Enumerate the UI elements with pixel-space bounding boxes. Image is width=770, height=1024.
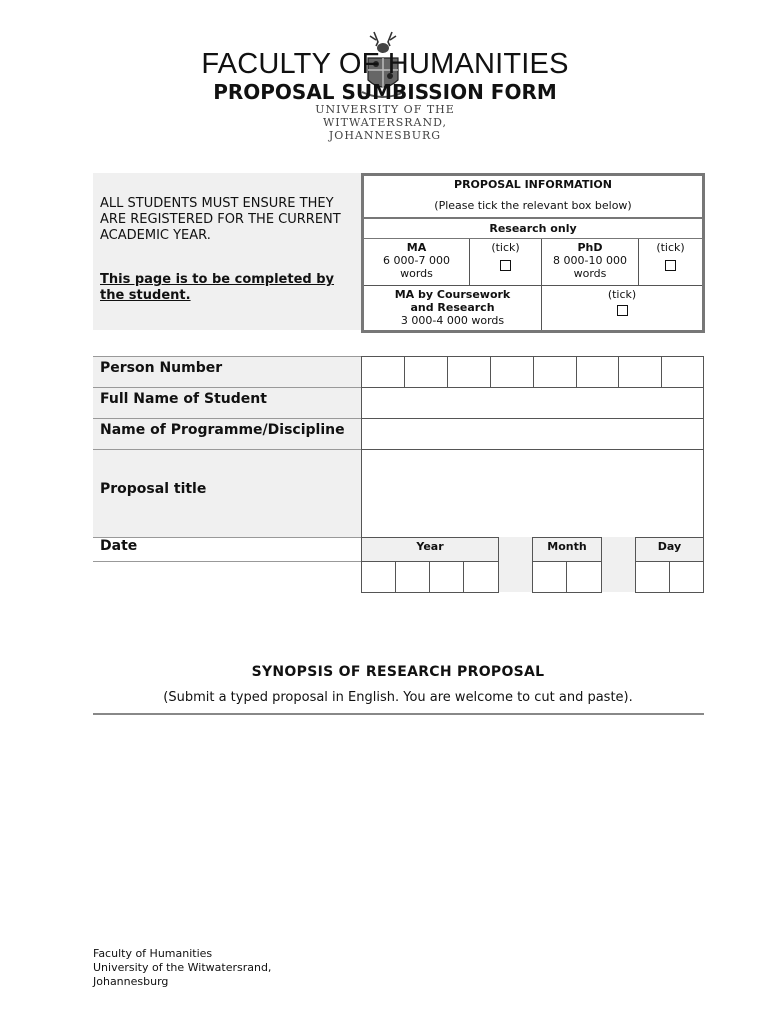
day-digit-box[interactable] — [635, 561, 670, 593]
coursework-tick-cell — [542, 286, 702, 330]
synopsis-instruction: (Submit a typed proposal in English. You are welcome to cut and paste). — [163, 690, 633, 705]
coursework-tick-label: (tick) — [607, 288, 637, 301]
person-number-digit[interactable] — [490, 356, 534, 388]
coursework-checkbox[interactable] — [617, 305, 628, 316]
phd-checkbox[interactable] — [665, 260, 676, 271]
coursework-option — [364, 286, 542, 330]
day-header: Day — [635, 537, 704, 562]
footer-faculty: Faculty of Humanities — [93, 947, 213, 960]
person-number-digit[interactable] — [618, 356, 662, 388]
form-subtitle: PROPOSAL SUMBISSION FORM — [213, 80, 557, 104]
programme-label: Name of Programme/Discipline — [100, 422, 345, 438]
registration-notice: ALL STUDENTS MUST ENSURE THEY ARE REGISTERED FOR THE CURRENT ACADEMIC YEAR. — [100, 196, 341, 243]
proposal-title-field[interactable] — [361, 449, 704, 538]
ma-label: MA — [406, 241, 427, 254]
proposal-title-label: Proposal title — [100, 481, 207, 497]
university-name-line2: WITWATERSRAND, — [322, 116, 448, 129]
proposal-info-heading: PROPOSAL INFORMATION — [454, 178, 612, 191]
synopsis-title: SYNOPSIS OF RESEARCH PROPOSAL — [251, 664, 545, 680]
person-number-digit[interactable] — [661, 356, 704, 388]
ma-tick-label: (tick) — [491, 241, 520, 254]
month-digit-box[interactable] — [566, 561, 602, 593]
day-digit-box[interactable] — [669, 561, 704, 593]
ma-checkbox[interactable] — [500, 260, 511, 271]
person-number-digit[interactable] — [533, 356, 577, 388]
divider — [93, 356, 361, 357]
divider — [93, 418, 361, 419]
month-digit-box[interactable] — [532, 561, 567, 593]
footer-university: University of the Witwatersrand, — [93, 961, 272, 974]
university-name-line3: JOHANNESBURG — [328, 129, 442, 142]
person-number-label: Person Number — [100, 360, 223, 376]
coursework-label: MA by Coursework and Research — [394, 288, 511, 314]
page-title: FACULTY OF HUMANITIES — [201, 48, 569, 80]
ma-tick-cell — [470, 239, 542, 286]
date-separator — [499, 537, 532, 592]
research-only-label: Research only — [364, 217, 702, 239]
person-number-digit[interactable] — [404, 356, 448, 388]
divider — [93, 449, 361, 450]
phd-tick-label: (tick) — [656, 241, 685, 254]
coursework-word-range: 3 000-4 000 words — [400, 314, 505, 327]
proposal-info-hint: (Please tick the relevant box below) — [434, 199, 632, 212]
divider — [93, 561, 361, 562]
programme-field[interactable] — [361, 418, 704, 450]
divider — [93, 387, 361, 388]
month-header: Month — [532, 537, 602, 562]
phd-label: PhD — [577, 241, 603, 254]
person-number-digit[interactable] — [361, 356, 405, 388]
year-digit-box[interactable] — [429, 561, 464, 593]
university-name-line1: UNIVERSITY OF THE — [315, 103, 455, 116]
details-label-column — [93, 357, 361, 538]
person-number-digit[interactable] — [447, 356, 491, 388]
year-header: Year — [361, 537, 499, 562]
phd-option — [542, 239, 639, 286]
year-digit-box[interactable] — [395, 561, 430, 593]
full-name-label: Full Name of Student — [100, 391, 267, 407]
synopsis-rule — [93, 713, 704, 715]
phd-word-range: 8 000-10 000 words — [553, 254, 627, 280]
ma-option — [364, 239, 470, 286]
footer-city: Johannesburg — [93, 975, 169, 988]
date-label: Date — [100, 538, 138, 554]
date-separator — [602, 537, 635, 592]
full-name-field[interactable] — [361, 387, 704, 419]
year-digit-box[interactable] — [463, 561, 499, 593]
synopsis-entry-area[interactable] — [93, 716, 704, 936]
year-digit-box[interactable] — [361, 561, 396, 593]
ma-word-range: 6 000-7 000 words — [383, 254, 450, 280]
completion-instruction: This page is to be completed by the student. — [100, 272, 335, 303]
proposal-info-box — [361, 173, 705, 333]
person-number-digit[interactable] — [576, 356, 619, 388]
phd-tick-cell — [639, 239, 702, 286]
